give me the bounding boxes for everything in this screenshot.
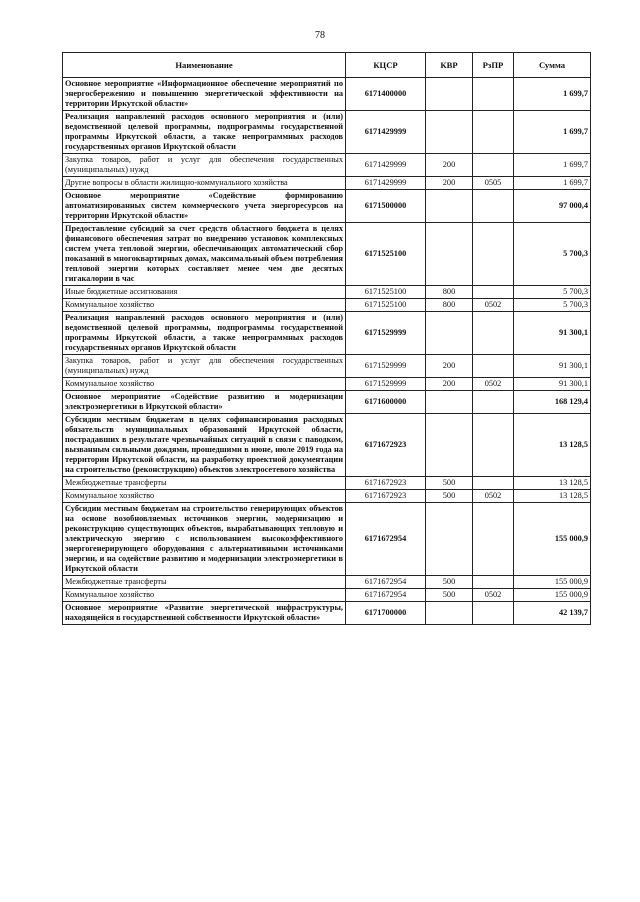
row-kvr — [426, 414, 473, 477]
row-kcsr: 6171672954 — [346, 589, 426, 602]
row-kvr: 500 — [426, 576, 473, 589]
row-kcsr: 6171672923 — [346, 477, 426, 490]
row-kcsr: 6171672923 — [346, 490, 426, 503]
row-rzpr — [473, 355, 514, 378]
budget-table — [62, 52, 591, 625]
row-rzpr: 0505 — [473, 177, 514, 190]
row-name: Основное мероприятие «Информационное обеспечение мероприятий по энергосбережению и повышению энергетической эффективности на территории Иркутской области» — [63, 78, 346, 111]
row-kvr — [426, 78, 473, 111]
table-row — [63, 299, 591, 312]
row-kcsr: 6171400000 — [346, 78, 426, 111]
row-kcsr: 6171525100 — [346, 223, 426, 286]
row-name: Коммунальное хозяйство — [63, 589, 346, 602]
row-sum: 1 699,7 — [514, 177, 591, 190]
row-rzpr — [473, 414, 514, 477]
row-rzpr — [473, 154, 514, 177]
row-sum: 155 000,9 — [514, 589, 591, 602]
row-sum: 91 300,1 — [514, 378, 591, 391]
row-kcsr: 6171525100 — [346, 299, 426, 312]
row-rzpr: 0502 — [473, 378, 514, 391]
row-name: Реализация направлений расходов основного мероприятия и (или) ведомственной целевой программы, подпрограммы государственной программы Иркутской области, а также непрограммных расходов государственных органов Иркутской области — [63, 312, 346, 355]
table-row — [63, 414, 591, 477]
row-sum: 91 300,1 — [514, 355, 591, 378]
row-kvr: 200 — [426, 355, 473, 378]
row-kvr: 200 — [426, 154, 473, 177]
row-kvr: 200 — [426, 378, 473, 391]
row-kvr — [426, 503, 473, 576]
row-sum: 5 700,3 — [514, 286, 591, 299]
row-sum: 13 128,5 — [514, 414, 591, 477]
row-name: Реализация направлений расходов основного мероприятия и (или) ведомственной целевой программы, подпрограммы государственной программы Иркутской области, а также непрограммных расходов государственных органов Иркутской области — [63, 111, 346, 154]
page-number: 78 — [315, 30, 325, 41]
row-name: Другие вопросы в области жилищно-коммунального хозяйства — [63, 177, 346, 190]
row-rzpr — [473, 286, 514, 299]
row-sum: 5 700,3 — [514, 299, 591, 312]
row-kvr — [426, 111, 473, 154]
row-name: Субсидии местным бюджетам на строительство генерирующих объектов на основе возобновляемых источников энергии, модернизацию и реконструкцию существующих объектов, вырабатывающих тепловую и электрическую энергию с использованием высокоэффективного энергогенерирующего оборудования с альтернативными источниками энергии, и на содействие развитию и модернизации электроэнергетики в Иркутской области — [63, 503, 346, 576]
row-kvr: 800 — [426, 299, 473, 312]
row-kcsr: 6171672954 — [346, 576, 426, 589]
table-row — [63, 223, 591, 286]
row-kcsr: 6171529999 — [346, 312, 426, 355]
table-row — [63, 355, 591, 378]
row-rzpr — [473, 312, 514, 355]
row-kcsr: 6171672923 — [346, 414, 426, 477]
row-rzpr — [473, 503, 514, 576]
row-kvr — [426, 602, 473, 625]
row-name: Межбюджетные трансферты — [63, 576, 346, 589]
row-kvr — [426, 223, 473, 286]
row-sum: 5 700,3 — [514, 223, 591, 286]
table-row — [63, 378, 591, 391]
row-kvr — [426, 190, 473, 223]
header-name: Наименование — [63, 53, 346, 78]
row-kvr — [426, 391, 473, 414]
row-kcsr: 6171525100 — [346, 286, 426, 299]
row-rzpr: 0502 — [473, 490, 514, 503]
row-name: Межбюджетные трансферты — [63, 477, 346, 490]
row-rzpr — [473, 602, 514, 625]
table-row — [63, 602, 591, 625]
row-rzpr: 0502 — [473, 589, 514, 602]
row-rzpr — [473, 111, 514, 154]
table-row — [63, 154, 591, 177]
row-kcsr: 6171429999 — [346, 111, 426, 154]
row-name: Субсидии местным бюджетам в целях софинансирования расходных обязательств муниципальных образований Иркутской области, пострадавших в результате чрезвычайных ситуаций в связи с паводком, вызванным сильными дождями, прошедшими в июне, июле 2019 года на территории Иркутской области, на разработку проектной документации на строительство (реконструкцию) объектов электросетевого хозяйства — [63, 414, 346, 477]
row-kvr: 200 — [426, 177, 473, 190]
row-name: Основное мероприятие «Содействие формированию автоматизированных систем коммерческого учета энергоресурсов на территории Иркутской области» — [63, 190, 346, 223]
row-name: Коммунальное хозяйство — [63, 299, 346, 312]
row-sum: 1 699,7 — [514, 154, 591, 177]
row-kvr: 500 — [426, 589, 473, 602]
row-name: Закупка товаров, работ и услуг для обеспечения государственных (муниципальных) нужд — [63, 355, 346, 378]
row-kcsr: 6171600000 — [346, 391, 426, 414]
row-sum: 155 000,9 — [514, 576, 591, 589]
row-sum: 1 699,7 — [514, 111, 591, 154]
row-kvr — [426, 312, 473, 355]
table-row — [63, 576, 591, 589]
table-row — [63, 589, 591, 602]
row-name: Основное мероприятие «Развитие энергетической инфраструктуры, находящейся в государственной собственности Иркутской области» — [63, 602, 346, 625]
row-rzpr — [473, 190, 514, 223]
header-sum: Сумма — [514, 53, 591, 78]
row-kcsr: 6171700000 — [346, 602, 426, 625]
row-kvr: 800 — [426, 286, 473, 299]
row-sum: 91 300,1 — [514, 312, 591, 355]
row-rzpr — [473, 223, 514, 286]
table-row — [63, 177, 591, 190]
row-rzpr — [473, 477, 514, 490]
row-kvr: 500 — [426, 490, 473, 503]
table-row — [63, 190, 591, 223]
row-sum: 13 128,5 — [514, 477, 591, 490]
row-name: Коммунальное хозяйство — [63, 378, 346, 391]
row-rzpr — [473, 576, 514, 589]
row-sum: 1 699,7 — [514, 78, 591, 111]
header-kvr: КВР — [426, 53, 473, 78]
row-rzpr — [473, 391, 514, 414]
table-header-row — [63, 53, 591, 78]
row-rzpr: 0502 — [473, 299, 514, 312]
row-sum: 97 000,4 — [514, 190, 591, 223]
row-name: Иные бюджетные ассигнования — [63, 286, 346, 299]
row-sum: 168 129,4 — [514, 391, 591, 414]
row-name: Закупка товаров, работ и услуг для обеспечения государственных (муниципальных) нужд — [63, 154, 346, 177]
row-name: Коммунальное хозяйство — [63, 490, 346, 503]
row-kcsr: 6171500000 — [346, 190, 426, 223]
row-kvr: 500 — [426, 477, 473, 490]
row-kcsr: 6171529999 — [346, 378, 426, 391]
table-row — [63, 490, 591, 503]
table-row — [63, 286, 591, 299]
row-sum: 155 000,9 — [514, 503, 591, 576]
table-row — [63, 503, 591, 576]
table-row — [63, 391, 591, 414]
row-name: Предоставление субсидий за счет средств областного бюджета в целях финансового обеспечения затрат по внедрению установок комплексных систем учета тепловой энергии, обеспечивающих автоматический сбор показаний в многоквартирных домах, максимальный объем потребления тепловой энергии которых составляет менее чем две десятых гигакалории в час — [63, 223, 346, 286]
row-kcsr: 6171429999 — [346, 177, 426, 190]
table-row — [63, 111, 591, 154]
row-name: Основное мероприятие «Содействие развитию и модернизации электроэнергетики в Иркутской области» — [63, 391, 346, 414]
header-rzpr: РзПР — [473, 53, 514, 78]
row-kcsr: 6171672954 — [346, 503, 426, 576]
row-sum: 42 139,7 — [514, 602, 591, 625]
table-row — [63, 312, 591, 355]
row-kcsr: 6171429999 — [346, 154, 426, 177]
row-sum: 13 128,5 — [514, 490, 591, 503]
row-rzpr — [473, 78, 514, 111]
table-row — [63, 477, 591, 490]
row-kcsr: 6171529999 — [346, 355, 426, 378]
table-row — [63, 78, 591, 111]
header-kcsr: КЦСР — [346, 53, 426, 78]
